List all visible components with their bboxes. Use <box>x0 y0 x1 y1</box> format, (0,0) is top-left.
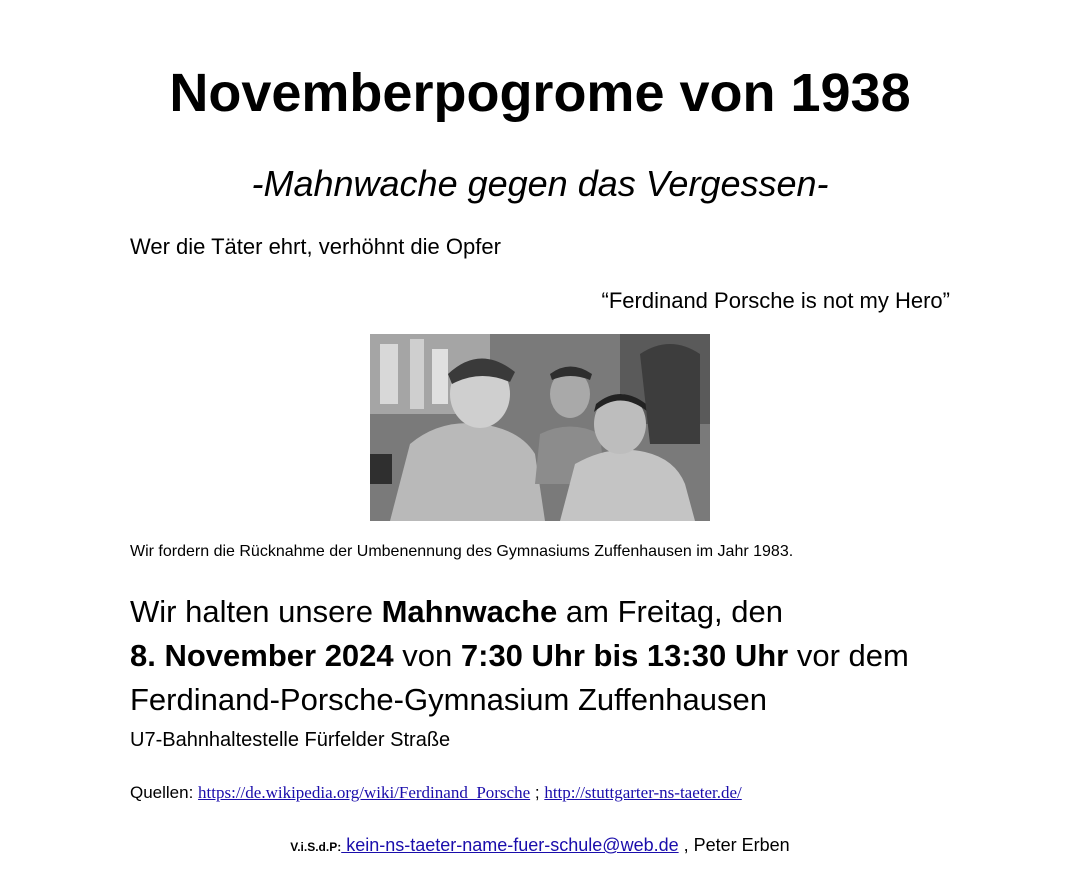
event-highlight: Mahnwache <box>381 594 558 629</box>
sources-line <box>130 780 742 806</box>
event-time: 7:30 Uhr bis 13:30 Uhr <box>460 638 789 673</box>
event-date: 8. November 2024 <box>130 638 394 673</box>
quote-text: “Ferdinand Porsche is not my Hero” <box>601 288 950 313</box>
sources-label: Quellen: <box>130 783 199 802</box>
sources-separator: ; <box>530 783 545 802</box>
page-title: Novemberpogrome von 1938 <box>169 63 911 123</box>
imprint-label: V.i.S.d.P: <box>290 840 342 854</box>
contact-email-link[interactable]: kein-ns-taeter-name-fuer-schule@web.de <box>341 835 679 855</box>
historical-photo <box>370 334 710 521</box>
event-text: am Freitag, den <box>557 594 783 629</box>
wikipedia-link[interactable]: https://de.wikipedia.org/wiki/Ferdinand_Porsche <box>198 783 531 802</box>
event-announcement <box>130 590 990 722</box>
photo-illustration <box>370 334 710 521</box>
event-text: Wir halten unsere <box>130 594 382 629</box>
event-text: vor dem <box>788 638 909 673</box>
event-line-2 <box>130 634 990 678</box>
page-subtitle: -Mahnwache gegen das Vergessen- <box>251 163 829 204</box>
event-location: Ferdinand-Porsche-Gymnasium Zuffenhausen <box>130 682 767 717</box>
event-line-1 <box>130 590 990 634</box>
motto-text: Wer die Täter ehrt, verhöhnt die Opfer <box>130 234 501 259</box>
transit-info: U7-Bahnhaltestelle Fürfelder Straße <box>130 729 451 751</box>
ns-taeter-link[interactable]: http://stuttgarter-ns-taeter.de/ <box>544 783 742 802</box>
demand-text: Wir fordern die Rücknahme der Umbenennung des Gymnasiums Zuffenhausen im Jahr 1983. <box>130 543 794 560</box>
imprint-line <box>0 832 1080 860</box>
imprint-name: , Peter Erben <box>678 835 790 855</box>
event-text: von <box>393 638 461 673</box>
